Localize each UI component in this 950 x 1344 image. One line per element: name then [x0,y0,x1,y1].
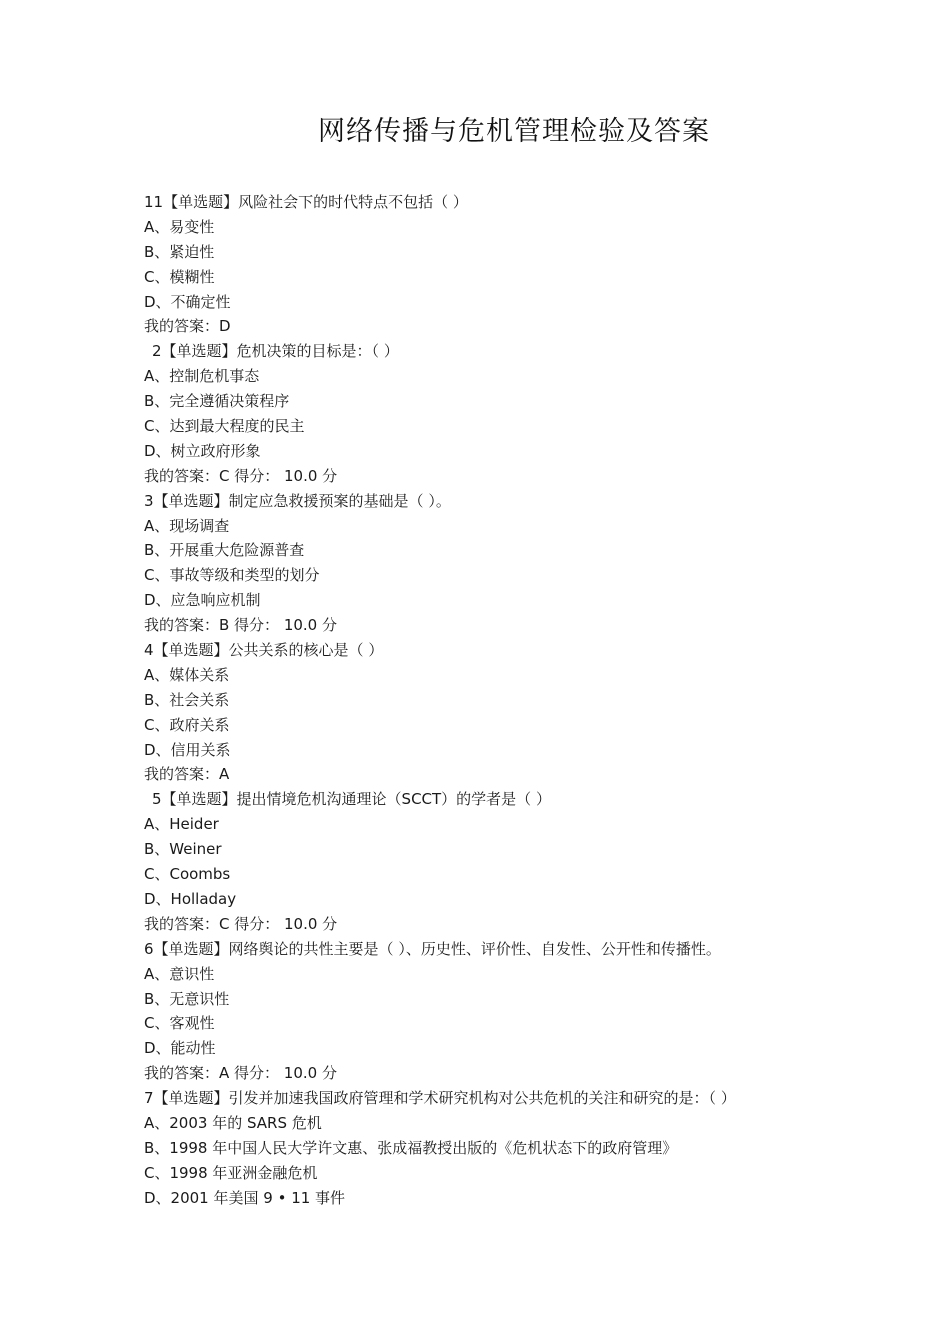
answer-option: B、无意识性 [144,989,230,1008]
answer-option: B、Weiner [144,840,222,859]
answer-option: D、不确定性 [144,292,231,311]
question-list [144,190,904,1211]
answer-option: C、达到最大程度的民主 [144,417,305,436]
answer-option: C、事故等级和类型的划分 [144,566,320,585]
document-title: 网络传播与危机管理检验及答案 [318,116,710,147]
answer-option: D、信用关系 [144,740,231,759]
question-stem: 7【单选题】引发并加速我国政府管理和学术研究机构对公共危机的关注和研究的是：（ ） [144,1089,736,1108]
answer-option: A、现场调查 [144,516,230,535]
answer-option: D、树立政府形象 [144,441,261,460]
answer-option: B、社会关系 [144,690,230,709]
question-stem: 4【单选题】公共关系的核心是（ ） [144,641,384,660]
my-answer: 我的答案：A [144,765,230,784]
answer-option: B、紧迫性 [144,242,215,261]
question-stem: 2【单选题】危机决策的目标是：（ ） [152,342,399,361]
answer-option: A、2003 年的 SARS 危机 [144,1113,322,1132]
question-block [144,1086,904,1210]
question-stem: 6【单选题】网络舆论的共性主要是（ ）、历史性、评价性、自发性、公开性和传播性。 [144,939,721,958]
my-answer: 我的答案：D [144,317,231,336]
answer-option: C、1998 年亚洲金融危机 [144,1163,318,1182]
answer-option: A、意识性 [144,964,215,983]
question-block [144,190,904,339]
my-answer: 我的答案：C 得分： 10.0 分 [144,466,338,485]
my-answer: 我的答案：B 得分： 10.0 分 [144,616,337,635]
answer-option: D、Holladay [144,889,237,908]
question-stem: 3【单选题】制定应急救援预案的基础是（ ）。 [144,491,451,510]
question-stem: 5【单选题】提出情境危机沟通理论（SCCT）的学者是（ ） [152,790,551,809]
question-block [144,489,904,638]
question-block [144,638,904,787]
answer-option: A、控制危机事态 [144,367,260,386]
question-block [144,339,904,488]
question-block [144,937,904,1086]
answer-option: D、能动性 [144,1039,216,1058]
answer-option: A、媒体关系 [144,665,230,684]
answer-option: B、完全遵循决策程序 [144,392,290,411]
answer-option: C、客观性 [144,1014,215,1033]
my-answer: 我的答案：C 得分： 10.0 分 [144,914,338,933]
answer-option: D、2001 年美国 9 • 11 事件 [144,1188,346,1207]
question-stem: 11【单选题】风险社会下的时代特点不包括（ ） [144,193,468,211]
answer-option: B、开展重大危险源普查 [144,541,305,560]
answer-option: C、政府关系 [144,715,230,734]
answer-option: C、模糊性 [144,267,215,286]
answer-option: B、1998 年中国人民大学许文惠、张成福教授出版的《危机状态下的政府管理》 [144,1138,678,1157]
answer-option: D、应急响应机制 [144,591,261,610]
answer-option: A、Heider [144,815,219,834]
answer-option: A、易变性 [144,217,215,236]
answer-option: C、Coombs [144,865,231,884]
question-block [144,787,904,936]
my-answer: 我的答案：A 得分： 10.0 分 [144,1064,337,1083]
